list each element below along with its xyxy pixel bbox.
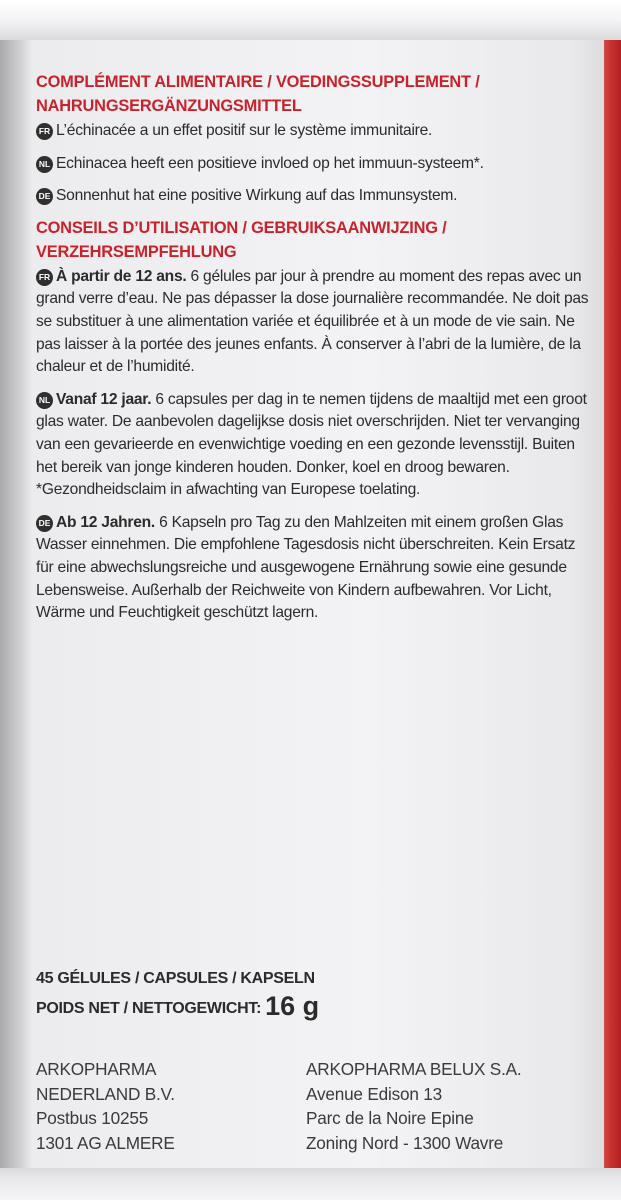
claim-de-text: Sonnenhut hat eine positive Wirkung auf das Immunsystem. [56, 187, 458, 205]
net-weight-label: POIDS NET / NETTOGEWICHT: [36, 1000, 262, 1017]
address-be-line: ARKOPHARMA BELUX S.A. [306, 1059, 522, 1079]
nl-language-badge-icon: NL [36, 156, 53, 173]
de-usage-badge-icon: DE [36, 515, 53, 532]
net-weight-value: 16 g [265, 991, 320, 1021]
nl-usage-badge-icon: NL [36, 392, 53, 409]
package-top-edge [0, 0, 621, 40]
fr-language-badge-icon: FR [36, 123, 53, 140]
capsule-count: 45 GÉLULES / CAPSULES / KAPSELN [36, 970, 315, 987]
usage-fr-lead: À partir de 12 ans. [56, 267, 187, 285]
usage-fr-text: 6 gélules par jour à prendre au moment des repas avec un grand verre d’eau. Ne pas dépasser la dose journalière recommandée. Ne doit pas se substituer à une alimentation variée et équilibrée et à un mode de vie sain. Ne pas laisser à la portée des jeunes enfants. À conserver à l’abri de la lumière, de la chaleur et de l’humidité. [36, 267, 589, 376]
package-bottom-edge [0, 1168, 621, 1200]
address-be-line: Parc de la Noire Epine [306, 1108, 474, 1128]
address-belgium [306, 1057, 522, 1155]
usage-de-text: 6 Kapseln pro Tag zu den Mahlzeiten mit einem großen Glas Wasser einnehmen. Die empfohlene Tagesdosis nicht überschreiten. Kein Ersatz für eine abwechslungsreiche und ausgewogene Ernährung sowie eine gesunde Lebensweise. Außerhalb der Reichweite von Kindern aufbewahren. Vor Licht, Wärme und Feuchtigkeit geschützt lagern. [36, 513, 576, 622]
claim-fr [36, 120, 591, 143]
address-nl-line: NEDERLAND B.V. [36, 1083, 175, 1104]
quantity-block [36, 966, 596, 1022]
usage-nl-text: 6 capsules per dag in te nemen tijdens de maaltijd met een groot glas water. De aanbevolen dagelijkse dosis niet overschrijden. Niet ter vervanging van een gevarieerde en evenwichtige voeding en een gezonde levensstijl. Buiten het bereik van jonge kinderen houden. Donker, koel en droog bewaren. [36, 390, 587, 476]
fr-usage-badge-icon: FR [36, 269, 53, 286]
address-be-line: Avenue Edison 13 [306, 1083, 443, 1104]
product-type-heading [36, 70, 591, 118]
address-netherlands [36, 1057, 175, 1155]
usage-nl-footnote: *Gezondheidsclaim in afwachting van Europese toelating. [36, 481, 421, 499]
usage-nl-lead: Vanaf 12 jaar. [56, 390, 152, 408]
usage-nl [36, 389, 591, 502]
address-nl-line: Postbus 10255 [36, 1108, 149, 1128]
usage-de [36, 512, 591, 625]
usage-fr [36, 266, 591, 379]
product-type-line2: NAHRUNGSERGÄNZUNGSMITTEL [36, 97, 302, 115]
address-nl-line: ARKOPHARMA [36, 1059, 157, 1079]
de-language-badge-icon: DE [36, 188, 53, 205]
address-be-line: Zoning Nord - 1300 Wavre [306, 1132, 504, 1153]
usage-de-lead: Ab 12 Jahren. [56, 513, 156, 531]
usage-heading [36, 216, 591, 264]
claim-nl [36, 153, 591, 176]
usage-heading-line1: CONSEILS D’UTILISATION / GEBRUIKSAANWIJZING / [36, 218, 447, 237]
label-text-block [36, 70, 591, 625]
claim-fr-text: L’échinacée a un effet positif sur le système immunitaire. [56, 122, 433, 139]
claim-de [36, 185, 591, 208]
address-nl-line: 1301 AG ALMERE [36, 1132, 175, 1153]
usage-heading-line2: VERZEHRSEMPFEHLUNG [36, 242, 237, 261]
claim-nl-text: Echinacea heeft een positieve invloed op het immuun-systeem*. [56, 154, 484, 172]
product-type-line1: COMPLÉMENT ALIMENTAIRE / VOEDINGSSUPPLEMENT / [36, 73, 480, 91]
net-weight-row [36, 991, 596, 1022]
package-red-edge [604, 40, 621, 1168]
